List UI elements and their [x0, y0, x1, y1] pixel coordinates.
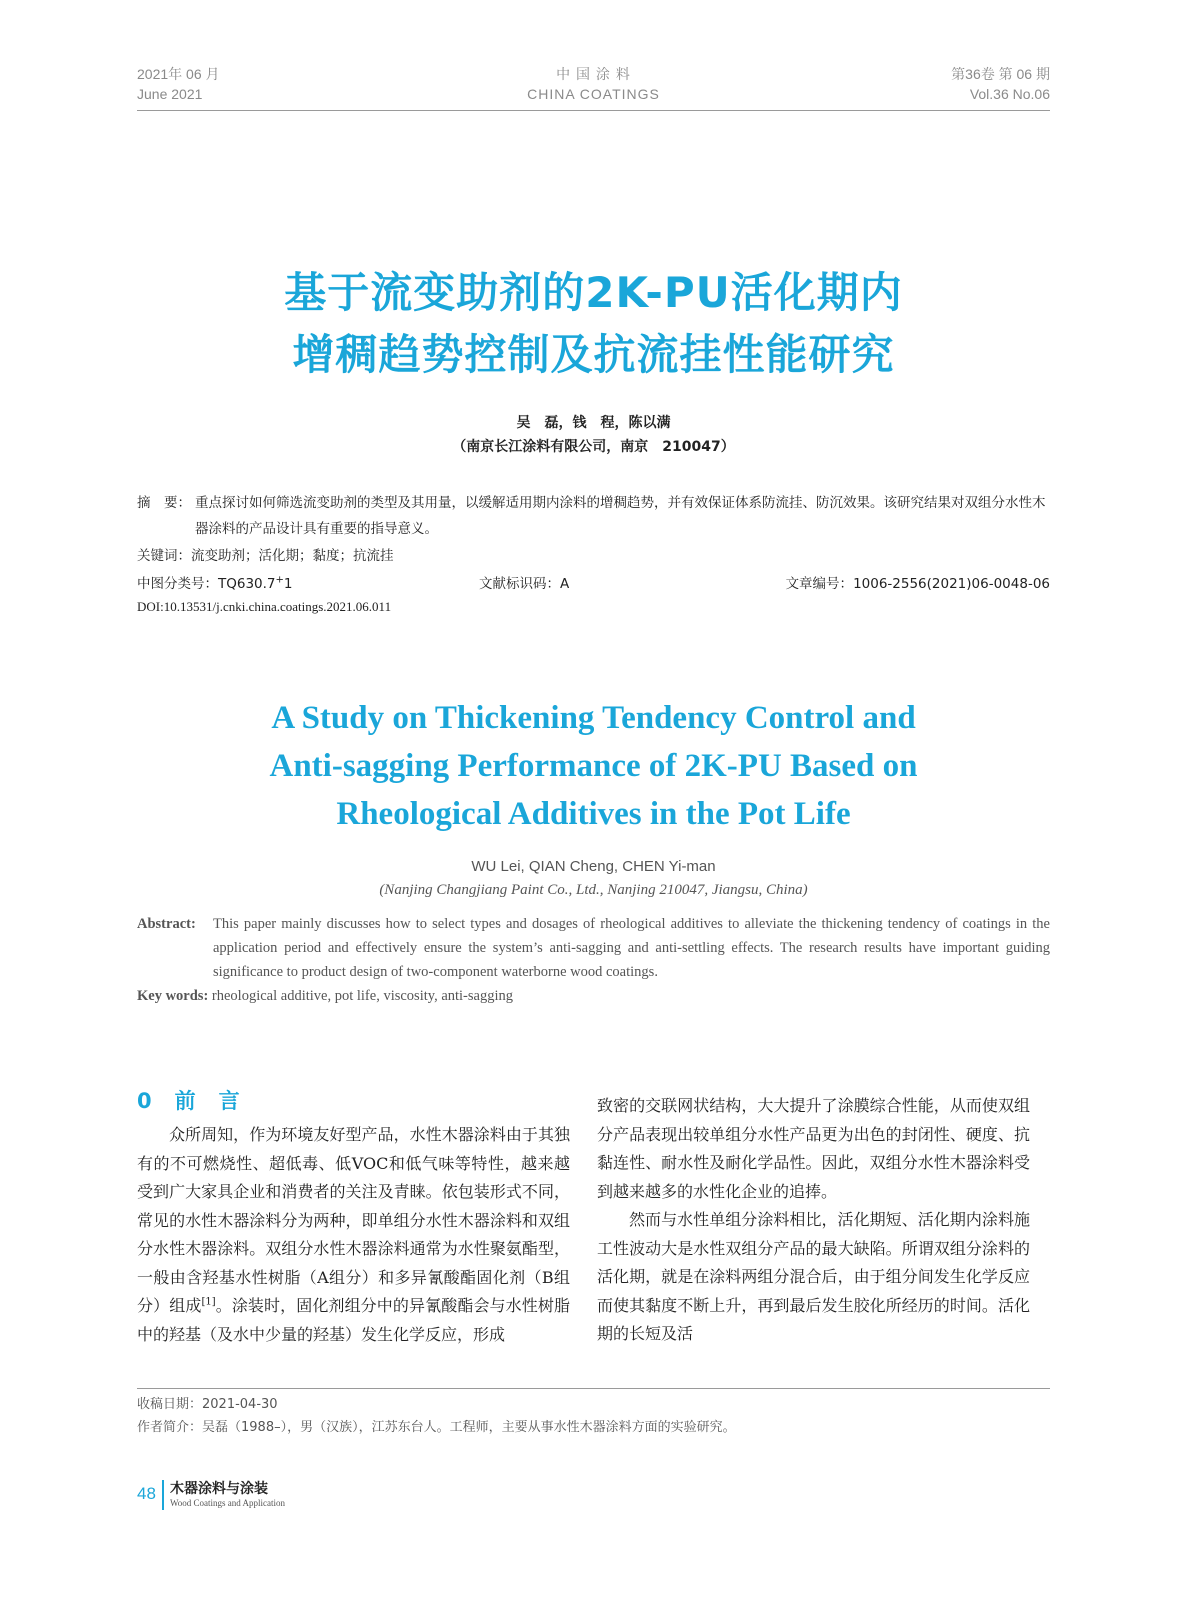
header-volume-cn: 第36卷 第 06 期 [951, 66, 1050, 82]
received-date: 收稿日期：2021-04-30 [137, 1397, 278, 1412]
en-keywords [137, 988, 513, 1005]
article-number [786, 572, 1050, 592]
cn-keywords-label: 关键词： [137, 548, 191, 564]
cn-title [0, 262, 1187, 386]
header-volume [951, 64, 1050, 104]
en-title-line1: A Study on Thickening Tendency Control and [271, 700, 916, 736]
section-heading: 0 前 言 [137, 1089, 241, 1113]
clc-value: TQ630.7 [218, 576, 276, 592]
body-column-right [597, 1092, 1030, 1349]
cn-title-line2: 增稠趋势控制及抗流挂性能研究 [292, 330, 895, 379]
cn-abstract-label: 摘 要： [137, 495, 191, 511]
header-rule [137, 110, 1050, 111]
article-no-label: 文章编号： [785, 576, 854, 592]
en-title [0, 694, 1187, 838]
cn-abstract-text: 重点探讨如何筛选流变助剂的类型及其用量，以缓解适用期内涂料的增稠趋势，并有效保证体系防流挂、防沉效果。该研究结果对双组分水性木器涂料的产品设计具有重要的指导意义。 [195, 495, 1046, 537]
clc-number [137, 576, 293, 592]
en-title-line3: Rheological Additives in the Pot Life [336, 796, 851, 832]
clc-tail: 1 [283, 576, 293, 592]
en-abstract-label: Abstract: [137, 916, 196, 932]
clc-sup: + [275, 574, 284, 586]
body-column-left [137, 1121, 570, 1349]
cn-keywords [137, 544, 394, 564]
en-abstract-text: This paper mainly discusses how to select types and dosages of rheological additives to alleviate the thickening tendency of coatings in the application period and effectively ensure the system’s anti-sagging and anti-settling effects. The research results have important guiding significance to product design of two-component waterborne wood coatings. [213, 916, 1050, 980]
cn-keywords-text: 流变助剂；活化期；黏度；抗流挂 [191, 548, 394, 564]
citation-ref[interactable]: [1] [201, 1296, 216, 1308]
footer-bar [162, 1480, 164, 1510]
header-volume-en: Vol.36 No.06 [969, 86, 1050, 102]
body-paragraph: 然而与水性单组分涂料相比，活化期短、活化期内涂料施工性波动大是水性双组分产品的最大缺陷。所谓双组分涂料的活化期，就是在涂料两组分混合后，由于组分间发生化学反应而使其黏度不断上升，再到最后发生胶化所经历的时间。活化期的长短及活 [597, 1210, 1030, 1343]
footnote-rule [137, 1388, 1050, 1389]
doc-code-value: A [560, 576, 570, 592]
doc-code-label: 文献标识码： [479, 576, 560, 592]
en-authors: WU Lei, QIAN Cheng, CHEN Yi-man [471, 858, 716, 875]
page-number: 48 [137, 1484, 156, 1503]
cn-authors: 吴 磊，钱 程，陈以满 [516, 415, 671, 431]
body-paragraph [137, 1121, 570, 1349]
cn-abstract [137, 490, 1050, 542]
header-date-cn: 2021年 06 月 [137, 66, 220, 82]
footer-journal-en: Wood Coatings and Application [170, 1498, 286, 1508]
en-keywords-text: rheological additive, pot life, viscosity, anti-sagging [211, 988, 513, 1004]
en-abstract [137, 912, 1050, 984]
footer-journal-cn: 木器涂料与涂装 [170, 1481, 268, 1497]
clc-label: 中图分类号： [137, 576, 218, 592]
header-journal-cn: 中 国 涂 料 [556, 66, 631, 82]
article-no-value: 1006-2556(2021)06-0048-06 [853, 576, 1050, 592]
body-paragraph: 致密的交联网状结构，大大提升了涂膜综合性能，从而使双组分产品表现出较单组分水性产品更为出色的封闭性、硬度、抗黏连性、耐水性及耐化学品性。因此，双组分水性木器涂料受到越来越多的水性化企业的追捧。 [597, 1096, 1030, 1201]
document-code [479, 572, 569, 592]
cn-title-line1: 基于流变助剂的2K-PU活化期内 [284, 268, 903, 317]
cn-affiliation: （南京长江涂料有限公司，南京 210047） [452, 439, 735, 455]
author-bio: 作者简介：吴磊（1988–），男（汉族），江苏东台人。工程师，主要从事水性木器涂料方面的实验研究。 [137, 1420, 736, 1435]
doi: DOI:10.13531/j.cnki.china.coatings.2021.06.011 [137, 599, 392, 614]
header-date-en: June 2021 [137, 86, 203, 102]
en-affiliation: (Nanjing Changjiang Paint Co., Ltd., Nanjing 210047, Jiangsu, China) [379, 882, 808, 898]
en-title-line2: Anti-sagging Performance of 2K-PU Based on [269, 748, 918, 784]
para-text: 众所周知，作为环境友好型产品，水性木器涂料由于其独有的不可燃烧性、超低毒、低VOC和低气味等特性，越来越受到广大家具企业和消费者的关注及青睐。依包装形式不同，常见的水性木器涂料分为两种，即单组分水性木器涂料和双组分水性木器涂料。双组分水性木器涂料通常为水性聚氨酯型，一般由含羟基水性树脂（A组分）和多异氰酸酯固化剂（B组分）组成 [137, 1125, 570, 1315]
header-journal-en: CHINA COATINGS [527, 86, 660, 102]
cn-meta-row [137, 572, 1050, 592]
en-keywords-label: Key words: [137, 988, 209, 1004]
para-text-tail: 。涂装时，固化剂组分中的异氰酸酯会与水性树脂中的羟基（及水中少量的羟基）发生化学反应，形成 [137, 1296, 570, 1344]
